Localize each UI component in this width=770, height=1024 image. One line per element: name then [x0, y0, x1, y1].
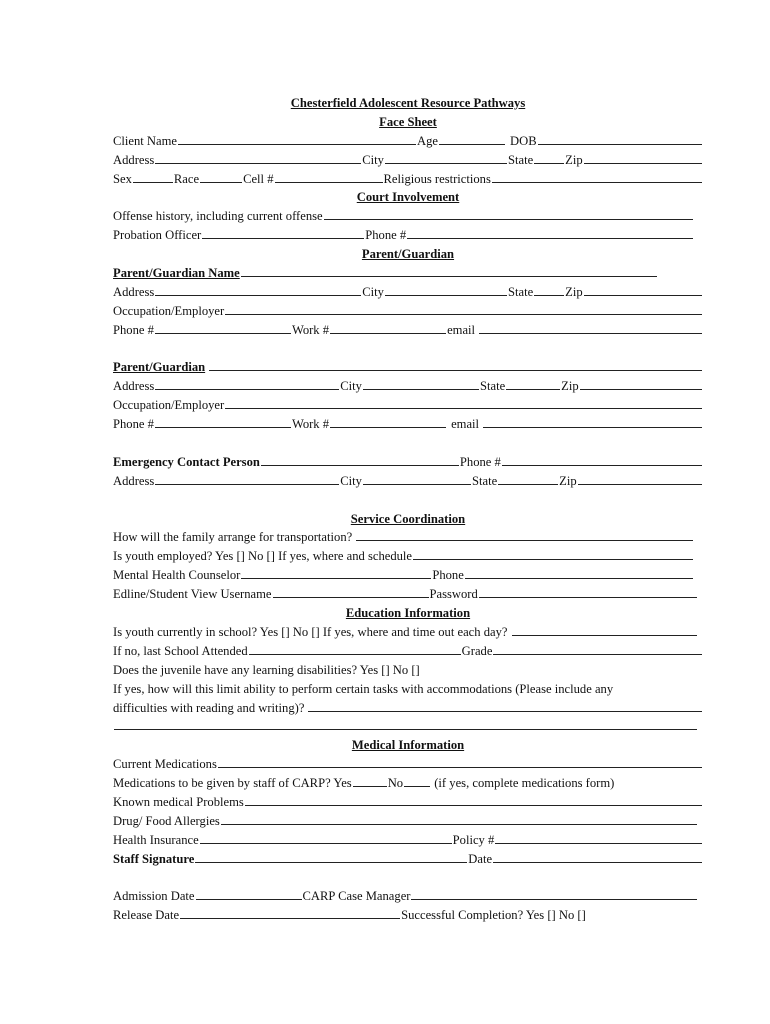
emergency-city-label: City [340, 473, 362, 488]
emergency-name-field[interactable] [261, 453, 459, 466]
counselor-phone-field[interactable] [465, 566, 693, 579]
parent2-name-field[interactable] [209, 358, 702, 371]
emergency-city-field[interactable] [363, 472, 471, 485]
signature-date-label: Date [468, 851, 493, 866]
grade-field[interactable] [493, 642, 702, 655]
edline-username-field[interactable] [273, 585, 429, 598]
edline-row [113, 585, 703, 604]
probation-row [113, 226, 703, 245]
limit-field-continued[interactable] [114, 717, 697, 730]
parent1-state-label: State [507, 284, 534, 299]
medical-heading: Medical Information [351, 738, 465, 753]
offense-field[interactable] [324, 207, 693, 220]
address-field[interactable] [155, 151, 361, 164]
insurance-row [113, 831, 703, 850]
parent2-city-field[interactable] [363, 377, 479, 390]
limit-label-1: If yes, how will this limit ability to perform certain tasks with accommodations (Please include any [113, 681, 614, 696]
service-heading: Service Coordination [350, 511, 466, 526]
offense-label: Offense history, including current offense [113, 209, 323, 224]
signature-row [113, 850, 703, 869]
address-label: Address [113, 152, 155, 167]
parent1-name-row [113, 264, 703, 283]
religious-label: Religious restrictions [383, 171, 491, 186]
problems-field[interactable] [245, 793, 702, 806]
transport-label: How will the family arrange for transportation? [113, 530, 353, 545]
probation-label: Probation Officer [113, 228, 202, 243]
parent1-name-label: Parent/Guardian Name [113, 266, 240, 281]
disabilities-row [113, 661, 703, 680]
emergency-zip-label: Zip [559, 473, 577, 488]
emergency-row [113, 453, 703, 472]
parent1-zip-field[interactable] [584, 283, 702, 296]
problems-label: Known medical Problems [113, 794, 244, 809]
insurance-label: Health Insurance [113, 832, 199, 847]
signature-date-field[interactable] [493, 850, 702, 863]
parent2-phone-label: Phone # [113, 417, 154, 432]
policy-field[interactable] [495, 831, 702, 844]
release-date-label: Release Date [113, 908, 180, 923]
parent1-occupation-label: Occupation/Employer [113, 303, 225, 318]
in-school-label: Is youth currently in school? Yes [] No [] If yes, where and time out each day? [113, 624, 508, 639]
parent2-address-row [113, 377, 703, 396]
client-name-label: Client Name [113, 133, 178, 148]
parent1-address-field[interactable] [155, 283, 361, 296]
probation-phone-label: Phone # [365, 228, 407, 243]
allergies-label: Drug/ Food Allergies [113, 813, 220, 828]
release-date-field[interactable] [180, 906, 400, 919]
parent1-city-label: City [362, 284, 384, 299]
probation-field[interactable] [202, 226, 364, 239]
emergency-phone-field[interactable] [502, 453, 702, 466]
parent2-phone-field[interactable] [155, 415, 291, 428]
sex-label: Sex [113, 171, 132, 186]
meds-note: (if yes, complete medications form) [431, 776, 615, 791]
password-field[interactable] [479, 585, 697, 598]
disabilities-label: Does the juvenile have any learning disabilities? Yes [] No [] [113, 662, 420, 677]
state-label: State [507, 152, 534, 167]
current-meds-row [113, 755, 703, 774]
meds-staff-row [113, 774, 703, 793]
offense-row [113, 207, 703, 226]
race-label: Race [173, 171, 200, 186]
parent1-phone-row [113, 321, 703, 340]
form-title: Chesterfield Adolescent Resource Pathways [290, 96, 526, 110]
counselor-field[interactable] [241, 566, 431, 579]
in-school-row [113, 623, 703, 642]
parent1-zip-label: Zip [565, 284, 583, 299]
current-meds-field[interactable] [218, 755, 702, 768]
zip-label: Zip [565, 152, 583, 167]
parent-heading: Parent/Guardian [361, 247, 455, 262]
parent1-occupation-row [113, 302, 703, 321]
last-school-row [113, 642, 703, 661]
current-meds-label: Current Medications [113, 757, 217, 772]
parent2-occupation-label: Occupation/Employer [113, 398, 225, 413]
parent2-zip-label: Zip [561, 379, 579, 394]
zip-field[interactable] [584, 151, 702, 164]
emergency-address-row [113, 472, 703, 491]
parent1-work-field[interactable] [330, 321, 446, 334]
emergency-label: Emergency Contact Person [113, 454, 260, 469]
limit-row-1 [113, 680, 703, 699]
employed-row [113, 547, 703, 566]
policy-label: Policy # [452, 832, 495, 847]
race-field[interactable] [200, 170, 242, 183]
parent1-occupation-field[interactable] [225, 302, 702, 315]
parent2-phone-row [113, 415, 703, 434]
emergency-state-label: State [471, 473, 498, 488]
last-school-field[interactable] [249, 642, 461, 655]
parent2-occupation-field[interactable] [225, 396, 702, 409]
counselor-phone-label: Phone [432, 568, 464, 583]
city-label: City [362, 152, 384, 167]
dob-label: DOB [510, 133, 537, 148]
limit-row-2 [113, 699, 703, 718]
education-heading: Education Information [345, 606, 471, 621]
employed-label: Is youth employed? Yes [] No [] If yes, where and schedule [113, 549, 413, 564]
parent2-address-label: Address [113, 379, 155, 394]
parent2-address-field[interactable] [155, 377, 339, 390]
form-subtitle: Face Sheet [379, 114, 437, 129]
meds-yes-field[interactable] [353, 774, 387, 787]
edline-label: Edline/Student View Username [113, 587, 272, 602]
parent1-state-field[interactable] [534, 283, 564, 296]
admission-row [113, 887, 703, 906]
client-address-row [113, 151, 703, 170]
parent1-email-label: email [447, 322, 476, 337]
age-field[interactable] [439, 132, 505, 145]
case-manager-label: CARP Case Manager [302, 889, 411, 904]
parent1-phone-field[interactable] [155, 321, 291, 334]
client-name-field[interactable] [178, 132, 416, 145]
meds-no-label: No [387, 776, 404, 791]
client-name-row [113, 132, 703, 151]
problems-row [113, 793, 703, 812]
last-school-label: If no, last School Attended [113, 643, 248, 658]
parent1-email-field[interactable] [479, 321, 702, 334]
emergency-state-field[interactable] [498, 472, 558, 485]
city-field[interactable] [385, 151, 507, 164]
allergies-row [113, 812, 703, 831]
age-label: Age [417, 133, 438, 148]
counselor-row [113, 566, 703, 585]
emergency-address-field[interactable] [155, 472, 339, 485]
sex-field[interactable] [133, 170, 173, 183]
parent2-work-field[interactable] [330, 415, 446, 428]
emergency-phone-label: Phone # [459, 454, 501, 469]
limit-label-2: difficulties with reading and writing)? [113, 700, 305, 715]
parent2-occupation-row [113, 396, 703, 415]
admission-date-field[interactable] [196, 887, 302, 900]
parent2-state-field[interactable] [506, 377, 560, 390]
parent1-name-field[interactable] [241, 264, 657, 277]
state-field[interactable] [534, 151, 564, 164]
parent2-row [113, 358, 703, 377]
limit-field[interactable] [308, 699, 702, 712]
religious-field[interactable] [492, 170, 702, 183]
case-manager-field[interactable] [411, 887, 697, 900]
admission-date-label: Admission Date [113, 889, 195, 904]
release-row [113, 906, 703, 925]
parent2-zip-field[interactable] [580, 377, 702, 390]
parent2-work-label: Work # [291, 417, 330, 432]
cell-label: Cell # [243, 171, 274, 186]
parent2-email-field[interactable] [483, 415, 702, 428]
transport-row [113, 528, 703, 547]
meds-no-field[interactable] [404, 774, 430, 787]
employed-field[interactable] [413, 547, 693, 560]
parent2-state-label: State [479, 379, 506, 394]
parent1-address-row [113, 283, 703, 302]
parent1-phone-label: Phone # [113, 322, 154, 337]
in-school-field[interactable] [512, 623, 698, 636]
signature-label: Staff Signature [113, 851, 195, 866]
grade-label: Grade [461, 643, 493, 658]
signature-field[interactable] [195, 850, 467, 863]
insurance-field[interactable] [200, 831, 452, 844]
transport-field[interactable] [356, 528, 693, 541]
parent2-email-label: email [451, 417, 480, 432]
completion-label: Successful Completion? Yes [] No [] [401, 908, 586, 923]
cell-field[interactable] [275, 170, 383, 183]
parent2-label: Parent/Guardian [113, 360, 206, 375]
meds-staff-label: Medications to be given by staff of CARP? Yes [113, 776, 352, 791]
allergies-field[interactable] [221, 812, 697, 825]
limit-row-3 [113, 717, 703, 736]
client-sex-row [113, 170, 703, 189]
dob-field[interactable] [538, 132, 702, 145]
emergency-address-label: Address [113, 473, 155, 488]
parent1-address-label: Address [113, 284, 155, 299]
probation-phone-field[interactable] [407, 226, 693, 239]
face-sheet-form [113, 94, 703, 925]
counselor-label: Mental Health Counselor [113, 568, 241, 583]
parent1-work-label: Work # [291, 322, 330, 337]
parent2-city-label: City [340, 379, 362, 394]
court-heading: Court Involvement [356, 190, 460, 205]
parent1-city-field[interactable] [385, 283, 507, 296]
password-label: Password [429, 587, 478, 602]
emergency-zip-field[interactable] [578, 472, 702, 485]
